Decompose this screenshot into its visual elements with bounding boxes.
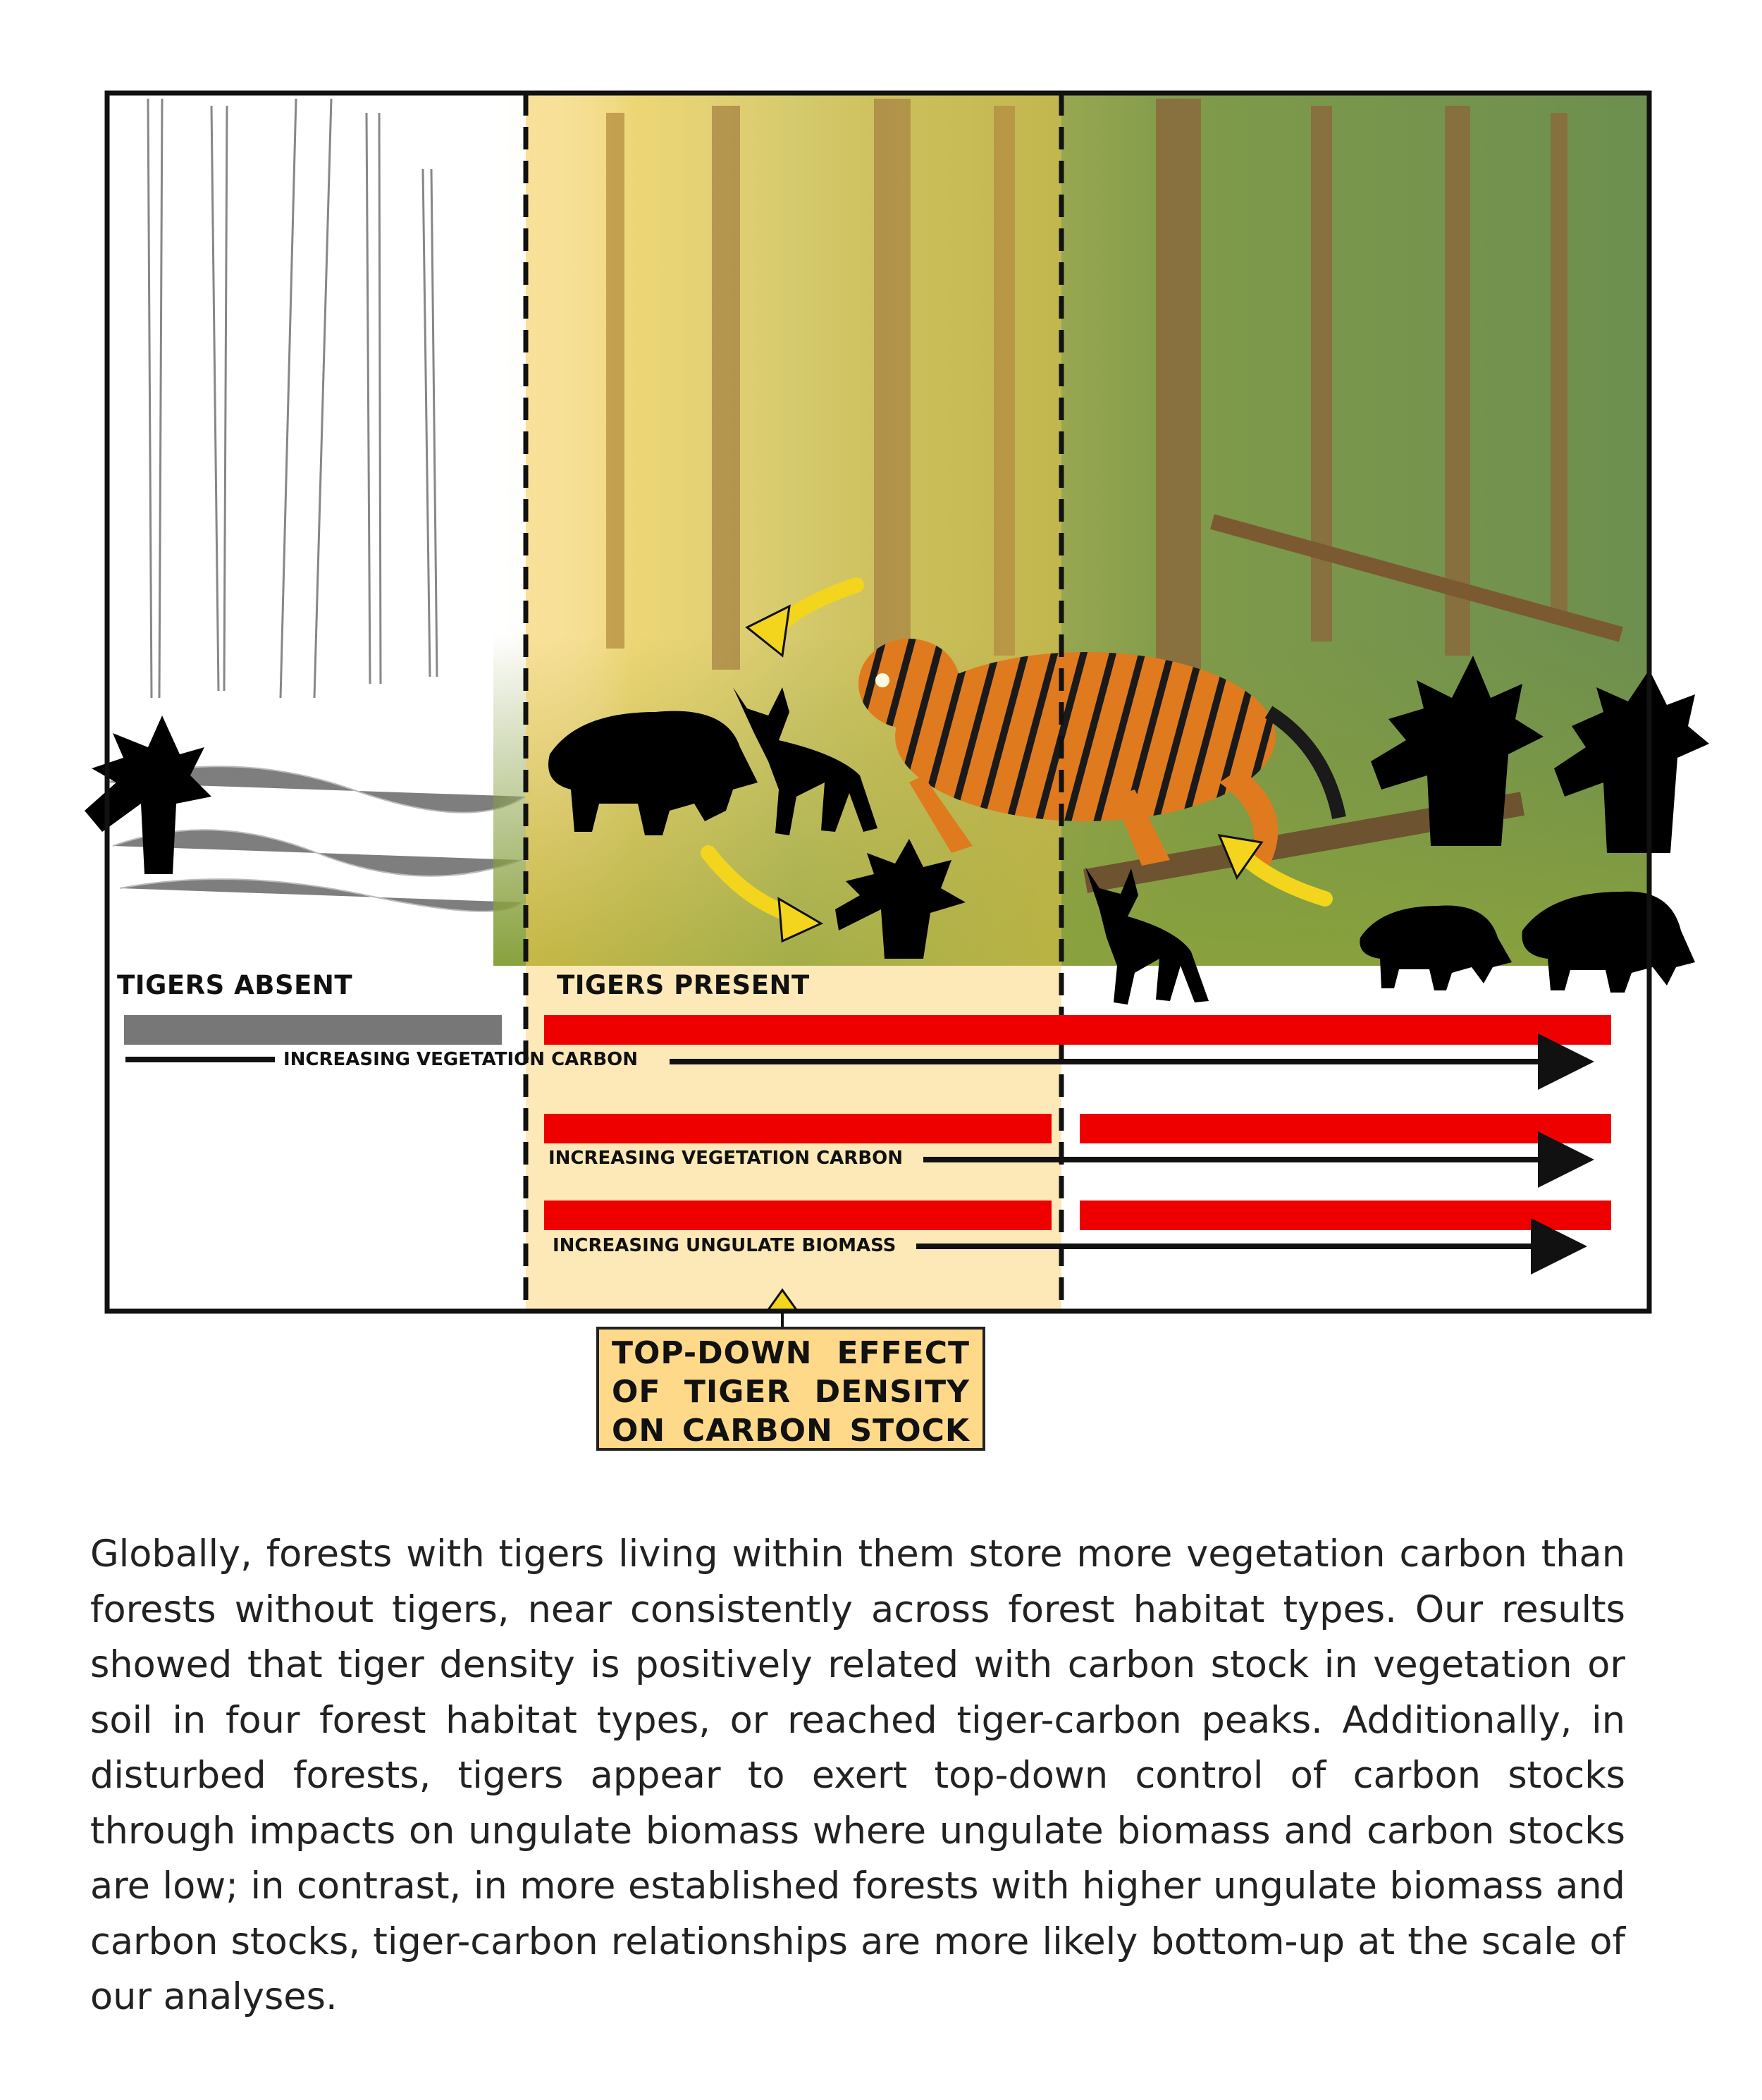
bar-present-vegetation [544, 1015, 1611, 1045]
tigers-absent-label: TIGERS ABSENT [117, 970, 353, 1000]
bar-row2-left [544, 1114, 1052, 1143]
row2-label: INCREASING VEGETATION CARBON [548, 1148, 904, 1169]
row3-label: INCREASING UNGULATE BIOMASS [553, 1235, 897, 1256]
bar-row3-right [1080, 1201, 1611, 1230]
callout-line-1: TOP-DOWN EFFECT [612, 1335, 970, 1371]
bar-row2-right [1080, 1114, 1611, 1143]
callout-line-3: ON CARBON STOCK [612, 1413, 970, 1449]
top-down-effect-callout [596, 1327, 985, 1451]
row1-label: INCREASING VEGETATION CARBON [283, 1049, 639, 1070]
callout-line-2: OF TIGER DENSITY [612, 1374, 970, 1410]
bar-absent-vegetation [124, 1015, 502, 1045]
tigers-present-label: TIGERS PRESENT [557, 970, 810, 1000]
bar-row3-left [544, 1201, 1052, 1230]
caption-paragraph: Globally, forests with tigers living within them store more vegetation carbon than forests without tigers, near consistently across forest habitat types. Our results showed that tiger density is positively related with carbon stock in vegetation or soil in four forest habitat types, or reached tiger-carbon peaks. Additionally, in disturbed forests, tigers appear to exert top-down control of carbon stocks through impacts on ungulate biomass where ungulate biomass and carbon stocks are low; in contrast, in more established forests with higher ungulate biomass and carbon stocks, tiger-carbon relationships are more likely bottom-up at the scale of our analyses. [90, 1533, 1625, 2018]
